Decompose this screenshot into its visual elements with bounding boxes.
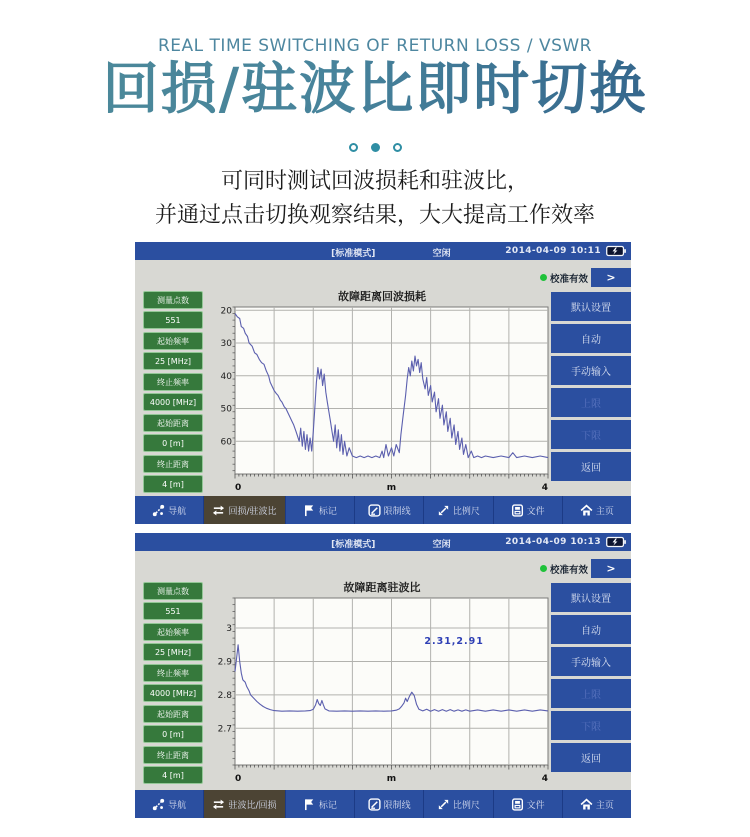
- calibration-status-dot: [540, 274, 547, 281]
- tab-label: 限制线: [383, 800, 411, 811]
- menu-button-manual-input[interactable]: 手动输入: [551, 647, 631, 676]
- tab-scale[interactable]: [424, 790, 493, 818]
- tab-label: 标记: [318, 800, 337, 811]
- tab-scale[interactable]: [424, 496, 493, 524]
- vswr-plot: [213, 595, 551, 785]
- tab-label: 导航: [168, 506, 187, 517]
- datetime-label: 2014-04-09 10:11: [505, 246, 601, 256]
- dot-icon: [349, 143, 358, 152]
- menu-button-upper-limit: 上限: [551, 679, 631, 708]
- description-line-1: 可同时测试回波损耗和驻波比，: [220, 169, 529, 194]
- tab-vswr-return-loss[interactable]: [204, 790, 286, 818]
- chart-area: [213, 288, 551, 496]
- param-label-button[interactable]: 测量点数: [143, 291, 203, 309]
- menu-button-auto[interactable]: 自动: [551, 615, 631, 644]
- menu-button-manual-input[interactable]: 手动输入: [551, 356, 631, 385]
- svg-text:0: 0: [235, 483, 242, 493]
- menu-button-default-settings[interactable]: 默认设置: [551, 583, 631, 612]
- tab-label: 驻波比/回损: [228, 800, 277, 811]
- mode-label: [标准模式]: [331, 540, 376, 550]
- route-icon: [152, 798, 165, 811]
- tab-marker[interactable]: [286, 790, 355, 818]
- parameter-panel: [143, 582, 203, 787]
- file-icon: [511, 798, 524, 811]
- file-icon: [511, 504, 524, 517]
- route-icon: [152, 504, 165, 517]
- dot-icon: [393, 143, 402, 152]
- tab-label: 比例尺: [452, 800, 480, 811]
- tab-label: 文件: [526, 506, 545, 517]
- menu-button-return[interactable]: 返回: [551, 743, 631, 772]
- calibration-row: [540, 559, 631, 578]
- screen-body: [135, 551, 631, 790]
- tab-return-loss-vswr[interactable]: [204, 496, 286, 524]
- page-title: 回损/驻波比即时切换: [0, 56, 750, 123]
- tab-home[interactable]: [563, 790, 631, 818]
- expand-menu-button[interactable]: >: [591, 268, 631, 287]
- svg-text:50: 50: [220, 404, 232, 415]
- param-label-button[interactable]: 终止频率: [143, 373, 203, 391]
- svg-text:20: 20: [220, 306, 232, 317]
- mode-label: [标准模式]: [331, 249, 376, 259]
- menu-button-default-settings[interactable]: 默认设置: [551, 292, 631, 321]
- tab-label: 文件: [526, 800, 545, 811]
- svg-text:2.8: 2.8: [217, 690, 232, 701]
- calibration-row: [540, 268, 631, 287]
- calibration-status-dot: [540, 565, 547, 572]
- param-value-button[interactable]: 4000 [MHz]: [143, 393, 203, 411]
- datetime-label: 2014-04-09 10:13: [505, 537, 601, 547]
- svg-text:2.9: 2.9: [217, 657, 232, 668]
- svg-text:2.31,2.91: 2.31,2.91: [424, 636, 484, 648]
- idle-status: 空闲: [432, 249, 451, 259]
- menu-button-return[interactable]: 返回: [551, 452, 631, 481]
- param-label-button[interactable]: 起始距离: [143, 705, 203, 723]
- menu-panel: [551, 583, 631, 775]
- param-value-button[interactable]: 4 [m]: [143, 766, 203, 784]
- param-label-button[interactable]: 起始频率: [143, 332, 203, 350]
- param-label-button[interactable]: 终止距离: [143, 455, 203, 473]
- param-label-button[interactable]: 测量点数: [143, 582, 203, 600]
- param-value-button[interactable]: 25 [MHz]: [143, 643, 203, 661]
- param-value-button[interactable]: 0 [m]: [143, 434, 203, 452]
- chart-area: [213, 579, 551, 787]
- tab-navigation[interactable]: [135, 496, 204, 524]
- battery-icon: [606, 245, 626, 257]
- param-value-button[interactable]: 551: [143, 311, 203, 329]
- chart-title: 故障距离驻波比: [343, 581, 421, 594]
- bottom-toolbar: [135, 790, 631, 818]
- marker-flag-icon: [303, 798, 316, 811]
- tab-label: 限制线: [383, 506, 411, 517]
- dot-icon: [371, 143, 380, 152]
- menu-button-lower-limit: 下限: [551, 420, 631, 449]
- menu-button-lower-limit: 下限: [551, 711, 631, 740]
- home-icon: [580, 504, 593, 517]
- param-value-button[interactable]: 25 [MHz]: [143, 352, 203, 370]
- param-value-button[interactable]: 4000 [MHz]: [143, 684, 203, 702]
- param-label-button[interactable]: 起始频率: [143, 623, 203, 641]
- param-label-button[interactable]: 起始距离: [143, 414, 203, 432]
- param-value-button[interactable]: 551: [143, 602, 203, 620]
- svg-text:3: 3: [226, 624, 232, 635]
- svg-text:30: 30: [220, 339, 232, 350]
- param-value-button[interactable]: 4 [m]: [143, 475, 203, 493]
- bottom-toolbar: [135, 496, 631, 524]
- tab-label: 比例尺: [452, 506, 480, 517]
- dot-decoration: [0, 143, 750, 152]
- tab-label: 回损/驻波比: [228, 506, 277, 517]
- subtitle-en: REAL TIME SWITCHING OF RETURN LOSS / VSWR: [157, 36, 592, 56]
- svg-text:2.7: 2.7: [217, 724, 232, 735]
- tab-marker[interactable]: [286, 496, 355, 524]
- expand-menu-button[interactable]: >: [591, 559, 631, 578]
- screenshot-vswr: [135, 533, 631, 818]
- limit-line-icon: [368, 798, 381, 811]
- tab-limit-line[interactable]: [355, 790, 424, 818]
- swap-icon: [212, 504, 225, 517]
- limit-line-icon: [368, 504, 381, 517]
- svg-text:4: 4: [541, 774, 548, 784]
- tab-limit-line[interactable]: [355, 496, 424, 524]
- svg-text:4: 4: [541, 483, 548, 493]
- description-line-2: 并通过点击切换观察结果，大大提高工作效率: [154, 203, 595, 228]
- tab-label: 主页: [595, 506, 614, 517]
- svg-text:m: m: [386, 774, 397, 784]
- svg-text:0: 0: [235, 774, 242, 784]
- tab-file[interactable]: [494, 790, 563, 818]
- tab-file[interactable]: [494, 496, 563, 524]
- scale-arrows-icon: [437, 504, 450, 517]
- tab-label: 主页: [595, 800, 614, 811]
- menu-panel: [551, 292, 631, 484]
- status-bar: [135, 242, 631, 260]
- tab-label: 标记: [318, 506, 337, 517]
- marker-flag-icon: [303, 504, 316, 517]
- screenshot-return-loss: [135, 242, 631, 524]
- tab-label: 导航: [168, 800, 187, 811]
- tab-navigation[interactable]: [135, 790, 204, 818]
- scale-arrows-icon: [437, 798, 450, 811]
- battery-icon: [606, 536, 626, 548]
- param-value-button[interactable]: 0 [m]: [143, 725, 203, 743]
- tab-home[interactable]: [563, 496, 631, 524]
- status-bar: [135, 533, 631, 551]
- idle-status: 空闲: [432, 540, 451, 550]
- parameter-panel: [143, 291, 203, 496]
- return-loss-plot: [213, 304, 551, 494]
- svg-text:m: m: [386, 483, 397, 493]
- calibration-label: 校准有效: [549, 273, 588, 285]
- screen-body: [135, 260, 631, 496]
- calibration-label: 校准有效: [549, 564, 588, 576]
- param-label-button[interactable]: 终止距离: [143, 746, 203, 764]
- svg-text:40: 40: [220, 371, 232, 382]
- home-icon: [580, 798, 593, 811]
- menu-button-auto[interactable]: 自动: [551, 324, 631, 353]
- menu-button-upper-limit: 上限: [551, 388, 631, 417]
- chart-title: 故障距离回波损耗: [338, 290, 426, 303]
- svg-text:60: 60: [220, 437, 232, 448]
- param-label-button[interactable]: 终止频率: [143, 664, 203, 682]
- swap-icon: [212, 798, 225, 811]
